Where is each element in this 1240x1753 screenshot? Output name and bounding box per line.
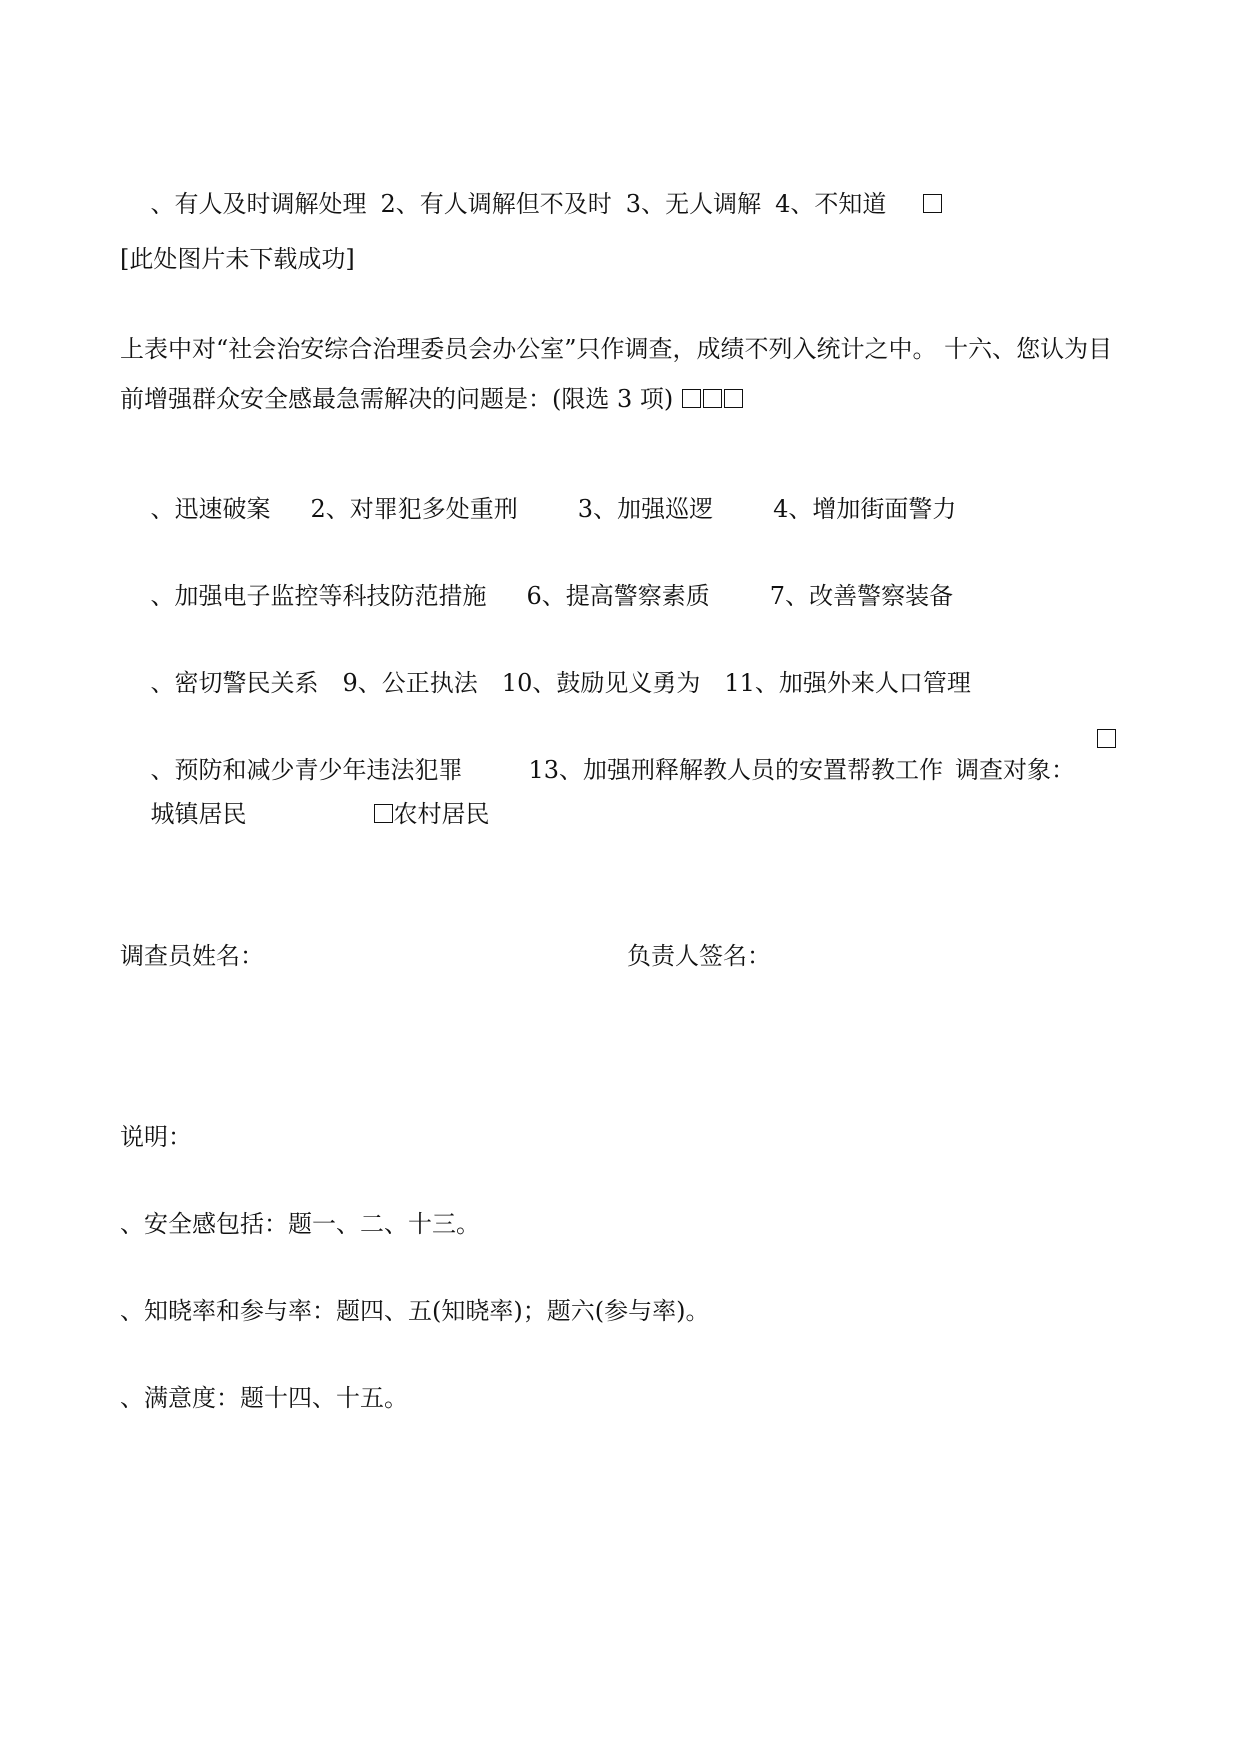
q16-option-9: 9、公正执法 [342,669,478,697]
rural-resident-label: 农村居民 [393,800,490,828]
q16-option-3: 3、加强巡逻 [577,495,714,523]
q16-option-12: 、预防和减少青少年违法犯罪 [150,756,463,784]
q15-answer-checkbox[interactable] [923,194,942,213]
q15-options-line [120,156,943,252]
notes-item-3: 、满意度：题十四、十五。 [120,1384,408,1412]
q16-option-7: 7、改善警察装备 [769,582,954,610]
q15-option-2: 2、有人调解但不及时 [380,190,612,218]
image-placeholder-text: [此处图片未下载成功] [120,245,355,273]
q16-answer-checkbox-1[interactable] [682,389,701,408]
notes-title: 说明： [120,1123,192,1151]
notes-item-2: 、知晓率和参与率：题四、五(知晓率)；题六(参与率)。 [120,1297,710,1325]
q16-answer-checkbox-2[interactable] [703,389,722,408]
q16-option-4: 4、增加街面警力 [773,495,957,523]
q16-option-1: 、迅速破案 [150,495,271,523]
q16-options-row-1 [120,461,956,557]
survey-subject-label: 调查对象： [955,756,1076,784]
survey-subjects-line [120,766,490,862]
q16-option-10: 10、鼓励见义勇为 [501,669,701,697]
urban-resident-label: 城镇居民 [150,800,247,828]
q16-options-row-3 [120,635,971,731]
q16-question-text: 上表中对“社会治安综合治理委员会办公室”只作调查，成绩不列入统计之中。 十六、您认为目前增强群众安全感最急需解决的问题是：(限选 3 项) [120,335,1113,413]
q15-option-4: 4、不知道 [775,190,887,218]
q16-options-row-2 [120,548,953,644]
q15-option-1: 、有人及时调解处理 [150,190,367,218]
q16-answer-checkbox-3[interactable] [724,389,743,408]
responsible-signature-label: 负责人签名： [627,942,771,970]
q16-option-8: 、密切警民关系 [150,669,319,697]
urban-resident-checkbox[interactable] [1097,729,1116,748]
q16-option-5: 、加强电子监控等科技防范措施 [150,582,487,610]
notes-item-1: 、安全感包括：题一、二、十三。 [120,1210,480,1238]
investigator-name-label: 调查员姓名： [120,942,264,970]
q16-option-6: 6、提高警察素质 [526,582,710,610]
q15-option-3: 3、无人调解 [625,190,762,218]
q16-option-11: 11、加强外来人口管理 [724,669,971,697]
q16-option-2: 2、对罪犯多处重刑 [310,495,518,523]
q16-option-13: 13、加强刑释解教人员的安置帮教工作 [528,756,944,784]
rural-resident-checkbox[interactable] [374,804,393,823]
q16-question-paragraph [120,324,1130,424]
